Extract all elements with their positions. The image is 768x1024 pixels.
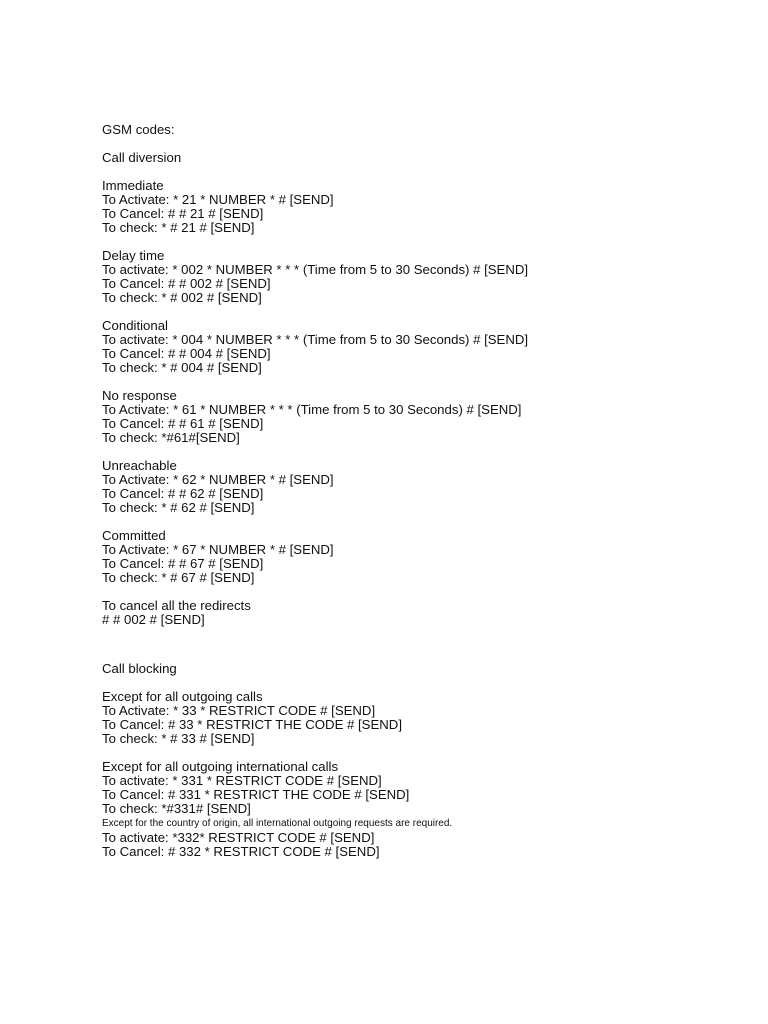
subsection-all-outgoing — [102, 690, 742, 746]
section-heading-call-diversion: Call diversion — [102, 150, 182, 165]
code-line: To Cancel: # 331 * RESTRICT THE CODE # [SEND] — [102, 787, 410, 802]
spacer — [102, 235, 742, 249]
spacer — [102, 585, 742, 599]
code-line: To activate: * 002 * NUMBER * * * (Time from 5 to 30 Seconds) # [SEND] — [102, 262, 529, 277]
subsection-heading: Unreachable — [102, 458, 177, 473]
code-line: To activate: *332* RESTRICT CODE # [SEND] — [102, 830, 375, 845]
subsection-heading: Immediate — [102, 178, 164, 193]
code-line: To Cancel: # # 21 # [SEND] — [102, 206, 264, 221]
note-text: Except for the country of origin, all international outgoing requests are required. — [102, 818, 453, 829]
subsection-conditional — [102, 319, 742, 375]
subsection-heading: Except for all outgoing calls — [102, 689, 263, 704]
spacer — [102, 375, 742, 389]
spacer — [102, 676, 742, 690]
code-line: To activate: * 331 * RESTRICT CODE # [SEND] — [102, 773, 382, 788]
code-line: To check: * # 002 # [SEND] — [102, 290, 262, 305]
subsection-heading: Conditional — [102, 318, 168, 333]
subsection-heading: Except for all outgoing international calls — [102, 759, 339, 774]
code-line: To check: * # 004 # [SEND] — [102, 360, 262, 375]
spacer — [102, 515, 742, 529]
subsection-heading: Delay time — [102, 248, 165, 263]
subsection-heading: No response — [102, 388, 177, 403]
code-line: To check: *#61#[SEND] — [102, 430, 240, 445]
code-line: To Cancel: # # 004 # [SEND] — [102, 346, 271, 361]
subsection-country-of-origin — [102, 817, 742, 859]
code-line: To activate: * 004 * NUMBER * * * (Time from 5 to 30 Seconds) # [SEND] — [102, 332, 529, 347]
spacer — [102, 627, 742, 662]
code-line: To check: * # 67 # [SEND] — [102, 570, 255, 585]
code-line: To Cancel: # 33 * RESTRICT THE CODE # [SEND] — [102, 717, 402, 732]
spacer — [102, 305, 742, 319]
code-line: To Activate: * 33 * RESTRICT CODE # [SEND] — [102, 703, 376, 718]
code-line: To check: * # 21 # [SEND] — [102, 220, 255, 235]
document-page — [102, 123, 742, 859]
code-line: To check: * # 33 # [SEND] — [102, 731, 255, 746]
spacer — [102, 746, 742, 760]
document-title: GSM codes: — [102, 122, 175, 137]
section-heading-call-blocking: Call blocking — [102, 661, 177, 676]
code-line: To Activate: * 67 * NUMBER * # [SEND] — [102, 542, 334, 557]
code-line: To check: * # 62 # [SEND] — [102, 500, 255, 515]
code-line: To Cancel: # # 61 # [SEND] — [102, 416, 264, 431]
subsection-committed — [102, 529, 742, 585]
subsection-unreachable — [102, 459, 742, 515]
subsection-cancel-all — [102, 599, 742, 627]
code-line: To Cancel: # # 002 # [SEND] — [102, 276, 271, 291]
subsection-heading: To cancel all the redirects — [102, 598, 251, 613]
code-line: To Activate: * 21 * NUMBER * # [SEND] — [102, 192, 334, 207]
code-line: To Cancel: # 332 * RESTRICT CODE # [SEND] — [102, 844, 380, 859]
subsection-immediate — [102, 179, 742, 235]
code-line: # # 002 # [SEND] — [102, 612, 205, 627]
subsection-no-response — [102, 389, 742, 445]
spacer — [102, 137, 742, 151]
subsection-delay-time — [102, 249, 742, 305]
spacer — [102, 165, 742, 179]
subsection-heading: Committed — [102, 528, 166, 543]
code-line: To Cancel: # # 62 # [SEND] — [102, 486, 264, 501]
spacer — [102, 445, 742, 459]
subsection-international-outgoing — [102, 760, 742, 816]
code-line: To check: *#331# [SEND] — [102, 801, 251, 816]
code-line: To Cancel: # # 67 # [SEND] — [102, 556, 264, 571]
code-line: To Activate: * 61 * NUMBER * * * (Time from 5 to 30 Seconds) # [SEND] — [102, 402, 522, 417]
code-line: To Activate: * 62 * NUMBER * # [SEND] — [102, 472, 334, 487]
